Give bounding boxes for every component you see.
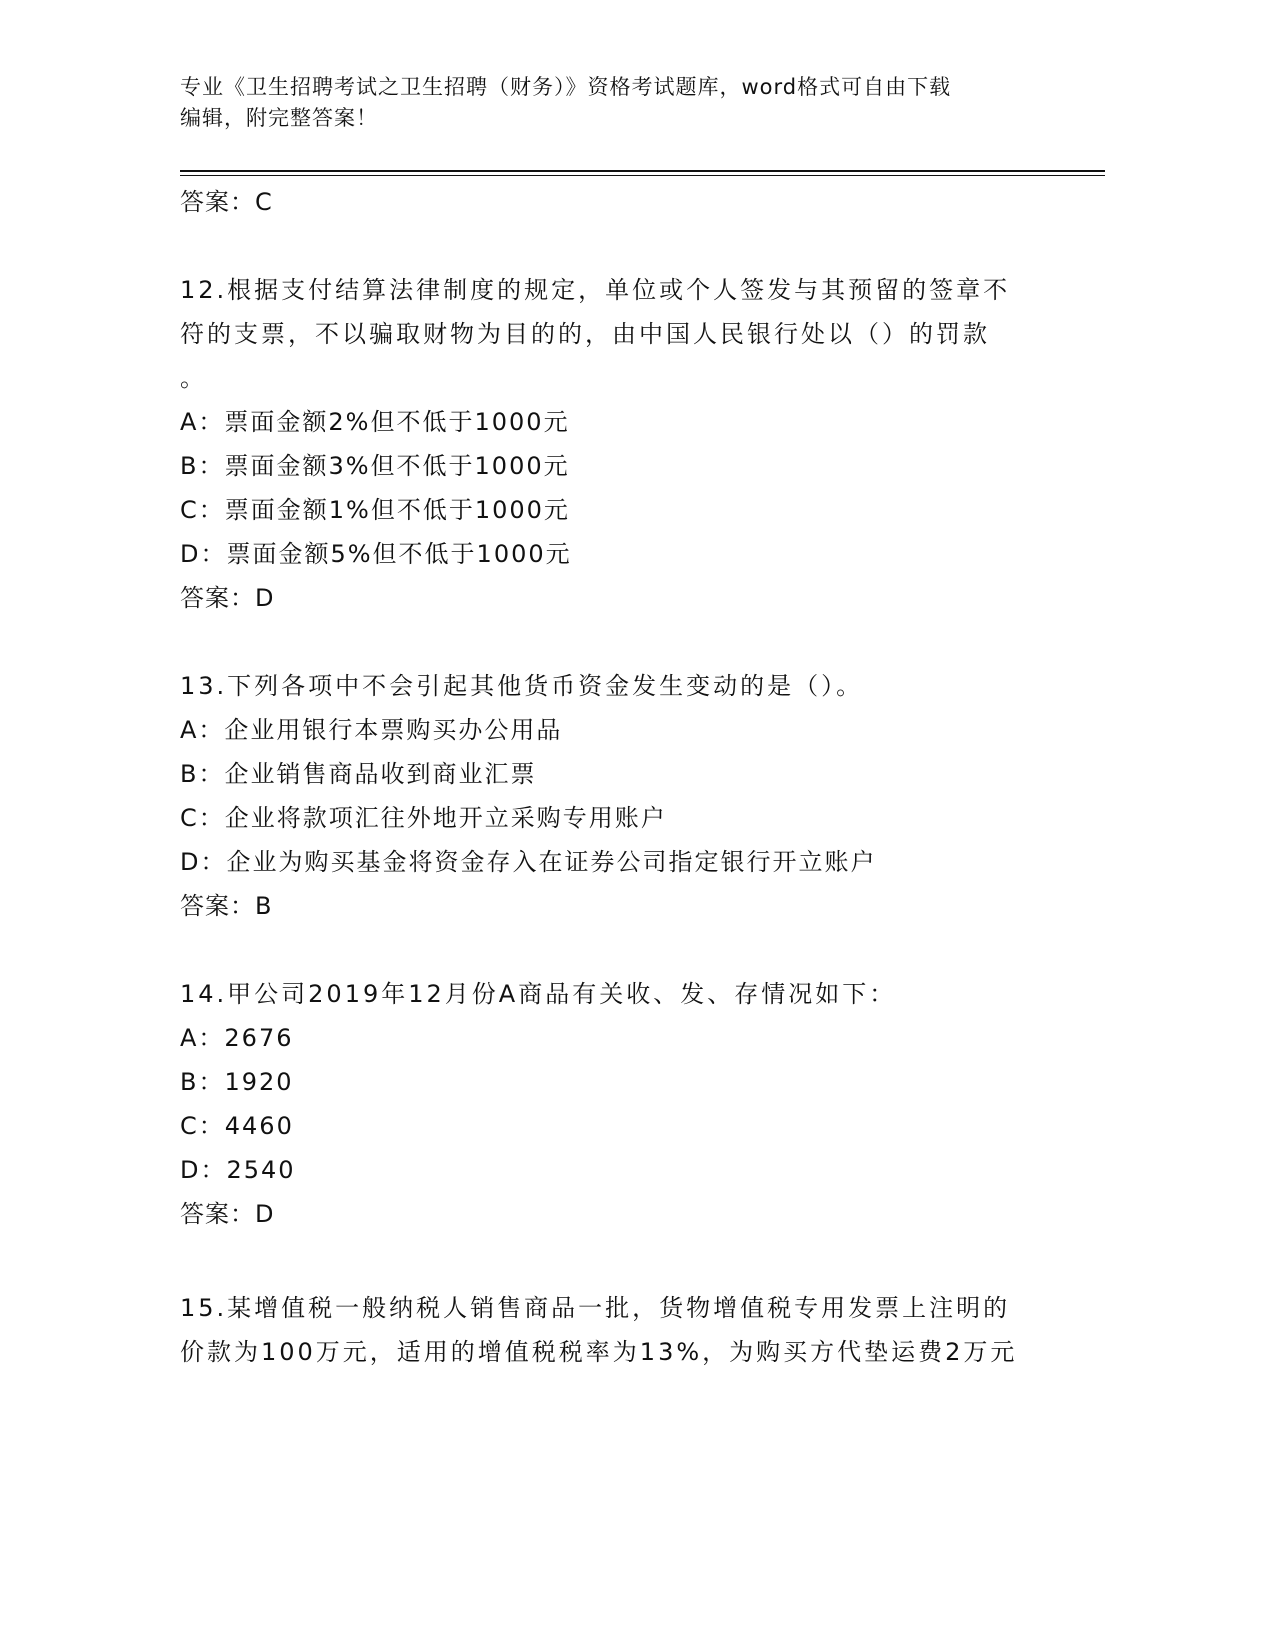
question-stem-line: 15.某增值税一般纳税人销售商品一批，货物增值税专用发票上注明的: [180, 1294, 1011, 1322]
option-d: D：票面金额5%但不低于1000元: [180, 540, 572, 568]
question-stem-line: 14.甲公司2019年12月份A商品有关收、发、存情况如下：: [180, 980, 897, 1008]
header-line-1: 专业《卫生招聘考试之卫生招聘（财务）》资格考试题库，word格式可自由下载: [180, 75, 952, 99]
option-b: B：1920: [180, 1068, 294, 1096]
option-c: C：4460: [180, 1112, 294, 1140]
option-d: D：企业为购买基金将资金存入在证券公司指定银行开立账户: [180, 848, 877, 876]
document-header: [180, 72, 1060, 134]
question-list: [180, 180, 1080, 1374]
option-d: D：2540: [180, 1156, 296, 1184]
answer-12: 答案：D: [180, 584, 275, 612]
option-c: C：票面金额1%但不低于1000元: [180, 496, 570, 524]
answer-14: 答案：D: [180, 1200, 275, 1228]
option-b: B：票面金额3%但不低于1000元: [180, 452, 570, 480]
option-b: B：企业销售商品收到商业汇票: [180, 760, 537, 788]
header-rule-thin: [180, 175, 1105, 176]
answer-13: 答案：B: [180, 892, 273, 920]
question-12: [180, 268, 1080, 620]
question-15: [180, 1286, 1080, 1374]
header-rule-thick: [180, 170, 1105, 172]
question-stem-line: 符的支票，不以骗取财物为目的的，由中国人民银行处以（）的罚款: [180, 320, 990, 348]
option-a: A：票面金额2%但不低于1000元: [180, 408, 570, 436]
option-a: A：企业用银行本票购买办公用品: [180, 716, 563, 744]
question-stem-line: 12.根据支付结算法律制度的规定，单位或个人签发与其预留的签章不: [180, 276, 1011, 304]
question-stem-line: 。: [180, 364, 207, 392]
option-a: A：2676: [180, 1024, 294, 1052]
header-line-2: 编辑，附完整答案！: [180, 106, 378, 130]
answer-previous: 答案：C: [180, 188, 273, 216]
option-c: C：企业将款项汇往外地开立采购专用账户: [180, 804, 667, 832]
question-stem-line: 13.下列各项中不会引起其他货币资金发生变动的是（）。: [180, 672, 864, 700]
question-14: [180, 972, 1080, 1236]
question-stem-line: 价款为100万元，适用的增值税税率为13%，为购买方代垫运费2万元: [180, 1338, 1018, 1366]
question-13: [180, 664, 1080, 928]
